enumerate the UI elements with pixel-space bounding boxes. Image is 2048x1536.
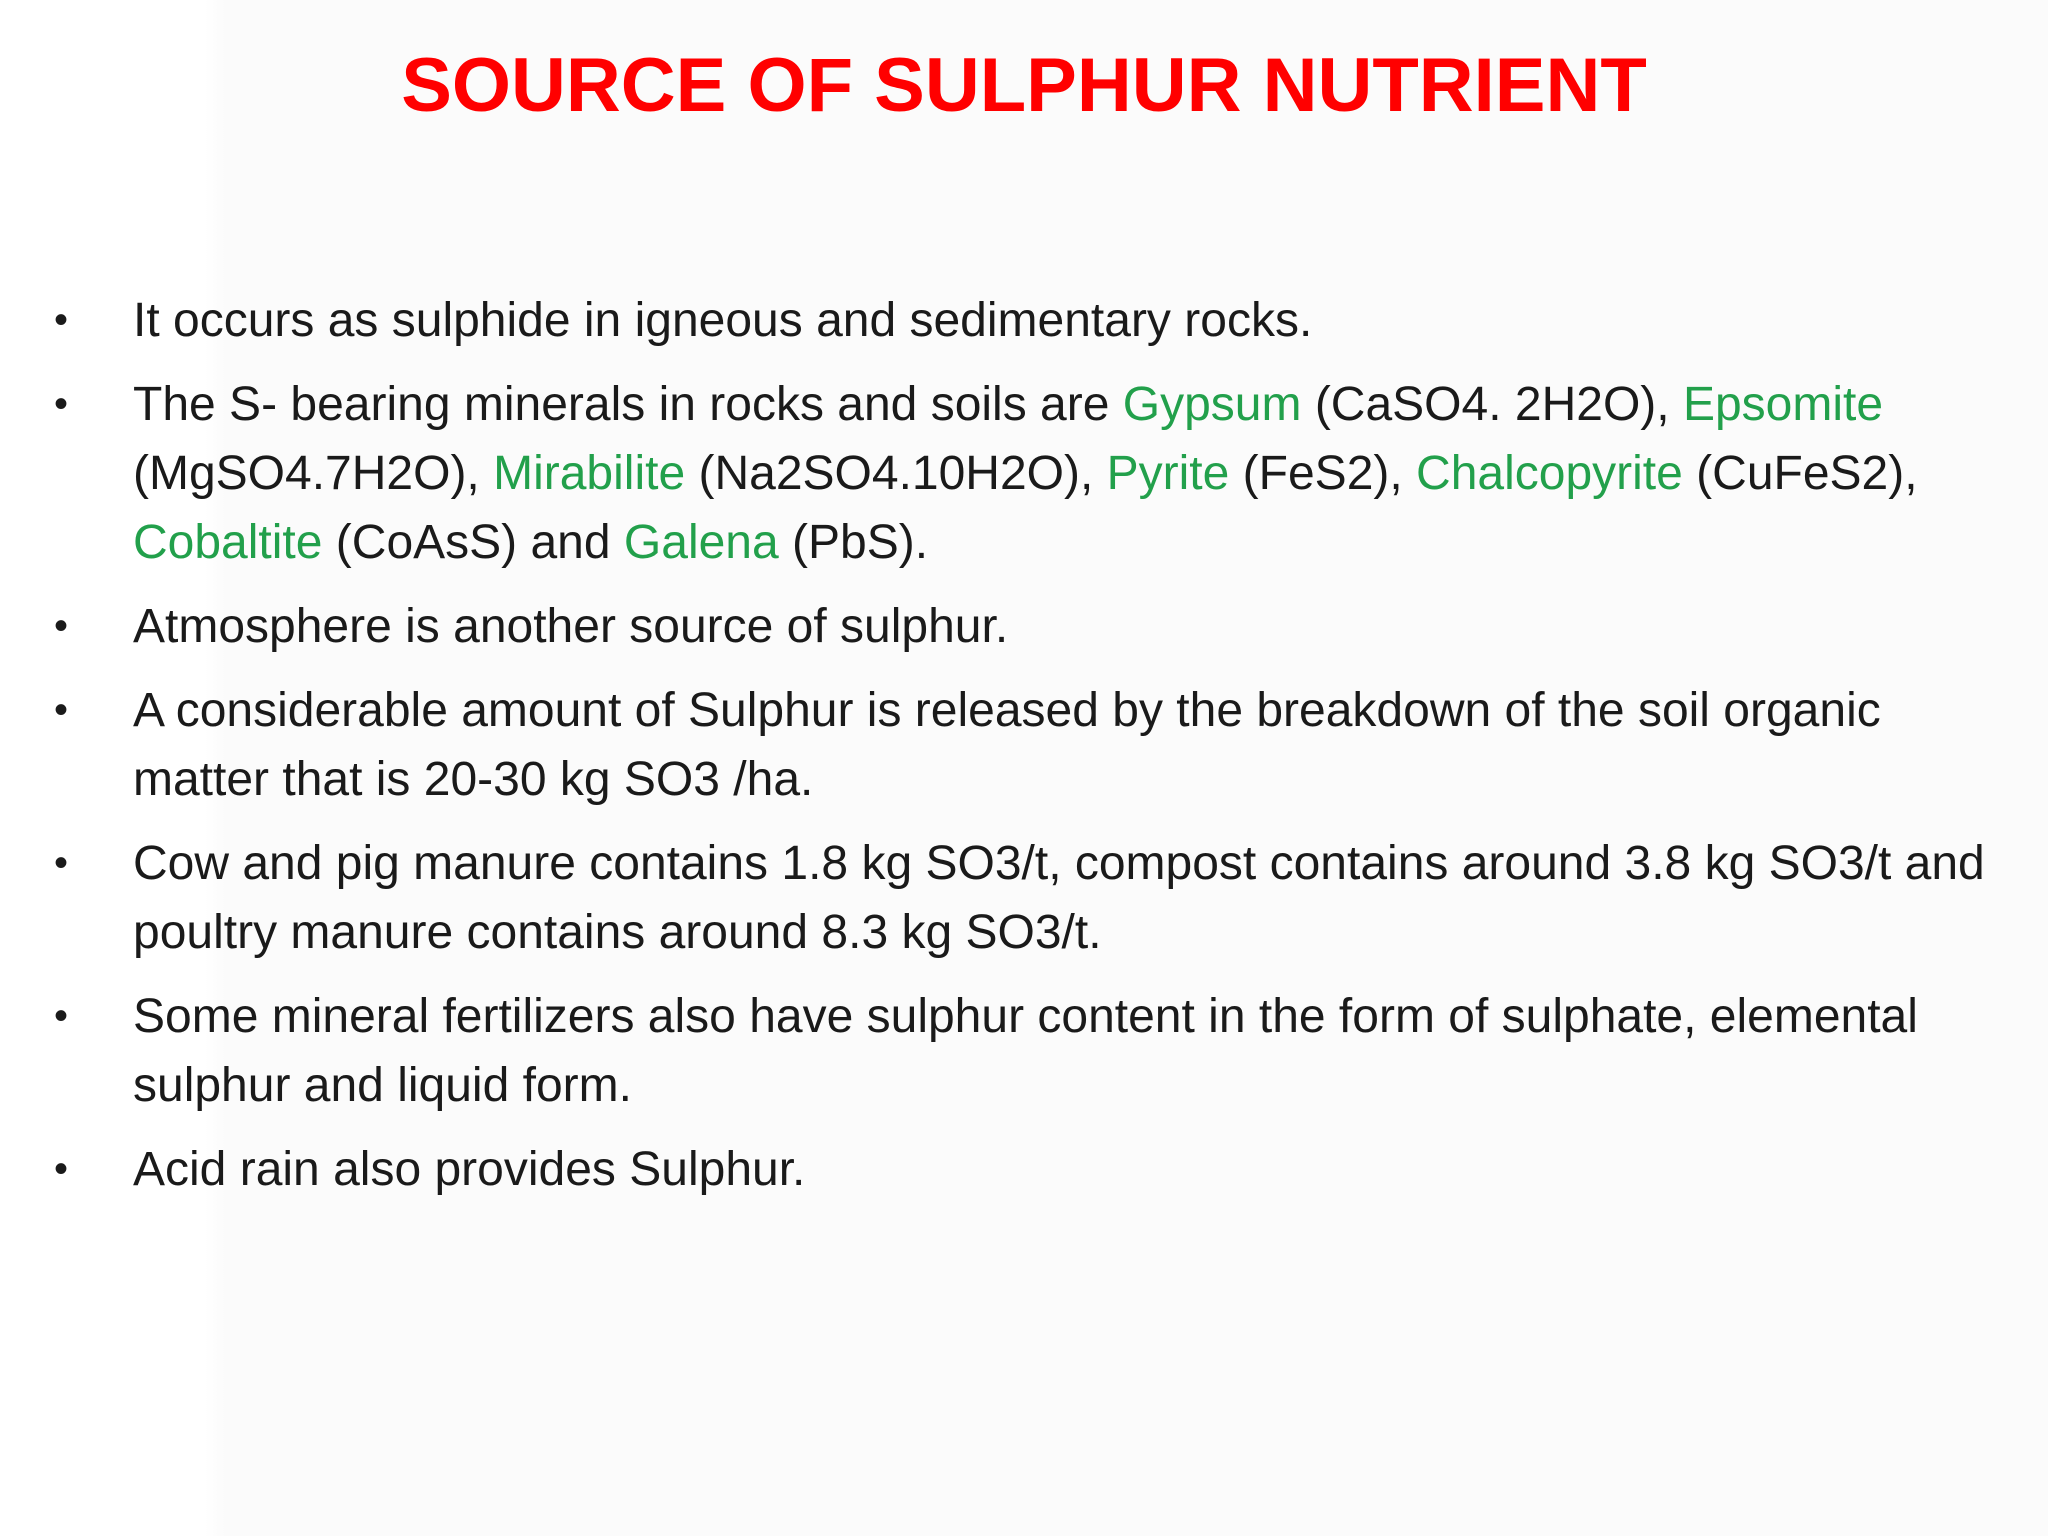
mineral-name-chalcopyrite: Chalcopyrite: [1416, 447, 1683, 500]
mineral-formula-pyrite: (FeS2),: [1229, 447, 1417, 500]
slide-title: SOURCE OF SULPHUR NUTRIENT: [401, 43, 1647, 128]
mineral-name-mirabilite: Mirabilite: [493, 447, 686, 500]
mineral-formula-cobaltite: (CoAsS) and: [322, 516, 624, 569]
bullet-item: [0, 676, 2048, 814]
bullet-text: It occurs as sulphide in igneous and sedimentary rocks.: [133, 294, 1313, 347]
bullet-item: [0, 982, 2048, 1120]
bullet-dot: •: [54, 382, 69, 426]
bullet-text: Some mineral fertilizers also have sulphur content in the form of sulphate, elemental sulphur and liquid form.: [133, 990, 1918, 1112]
mineral-name-galena: Galena: [623, 516, 779, 569]
bullet-dot: •: [54, 298, 69, 342]
mineral-name-gypsum: Gypsum: [1122, 378, 1302, 431]
bullet-text: Acid rain also provides Sulphur.: [133, 1143, 806, 1196]
bullet-item: [0, 286, 2048, 355]
mineral-formula-epsomite: (MgSO4.7H2O),: [133, 447, 494, 500]
mineral-name-pyrite: Pyrite: [1106, 447, 1230, 500]
bullet-dot: •: [54, 604, 69, 648]
bullet-dot: •: [54, 688, 69, 732]
mineral-name-epsomite: Epsomite: [1682, 378, 1884, 431]
bullet-text: Atmosphere is another source of sulphur.: [133, 600, 1009, 653]
bullet-item: [0, 592, 2048, 661]
bullet-dot: •: [54, 994, 69, 1038]
mineral-formula-chalcopyrite: (CuFeS2),: [1682, 447, 1918, 500]
bullet-item-minerals: [0, 370, 2048, 577]
mineral-formula-mirabilite: (Na2SO4.10H2O),: [685, 447, 1107, 500]
bullet-text: Cow and pig manure contains 1.8 kg SO3/t, compost contains around 3.8 kg SO3/t and poultry manure contains around 8.3 kg SO3/t.: [133, 837, 1985, 959]
bullet-intro-text: The S- bearing minerals in rocks and soils are: [133, 378, 1123, 431]
mineral-name-cobaltite: Cobaltite: [133, 516, 323, 569]
bullet-list: [0, 286, 2048, 1219]
bullet-item: [0, 829, 2048, 967]
mineral-formula-gypsum: (CaSO4. 2H2O),: [1301, 378, 1683, 431]
bullet-dot: •: [54, 841, 69, 885]
bullet-item: [0, 1135, 2048, 1204]
bullet-dot: •: [54, 1147, 69, 1191]
bullet-text: A considerable amount of Sulphur is released by the breakdown of the soil organic matter that is 20-30 kg SO3 /ha.: [133, 684, 1881, 806]
mineral-formula-galena: (PbS).: [778, 516, 929, 569]
